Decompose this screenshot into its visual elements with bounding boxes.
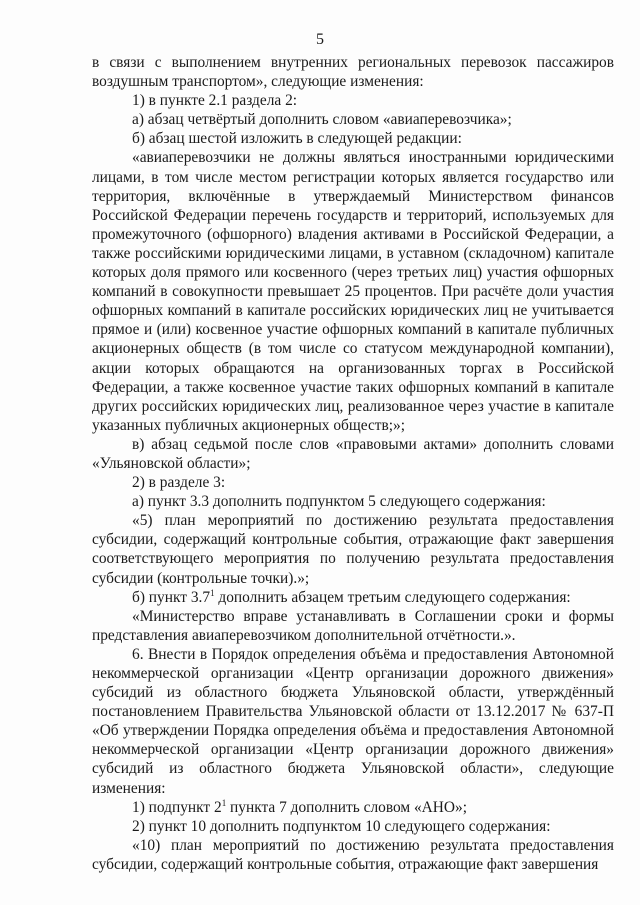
paragraph-quoted-text: «авиаперевозчики не должны являться иностранными юридическими лицами, в том числе местом регистрации которых является государство или территория, включённые в утверждаемый Министерством финансов Российской Федерации перечень государств и территорий, используемых для промежуточного (офшорного) владения активами в Российской Федерации, а также российскими юридическими лицами, в уставном (складочном) капитале которых доля прямого или косвенного (через третьих лиц) участия офшорных компаний в совокупности превышает 25 процентов. При расчёте доли участия офшорных компаний в капитале российских юридических лиц не учитывается прямое и (или) косвенное участие офшорных компаний в капитале публичных акционерных обществ (в том числе со статусом международной компании), акции которых обращаются на организованных торгах в Российской Федерации, а также косвенное участие таких офшорных компаний в капитале других российских юридических лиц, реализованное через участие в капитале указанных публичных акционерных обществ;»; (92, 149, 614, 434)
paragraph-subitem-v: в) абзац седьмой после слов «правовыми актами» дополнить словами «Ульяновской области»; (92, 435, 614, 472)
text-run: 1) подпункт 2 (132, 798, 222, 816)
paragraph-item-1: 1) в пункте 2.1 раздела 2: (132, 92, 298, 110)
text-run: б) пункт 3.7 (132, 588, 211, 606)
text-run: пункта 7 дополнить словом «АНО»; (226, 798, 467, 816)
paragraph-subitem-b: б) абзац шестой изложить в следующей редакции: (132, 130, 462, 148)
paragraph-subitem-2-point-10: 2) пункт 10 дополнить подпунктом 10 следующего содержания: (132, 817, 551, 835)
paragraph-subitem-1-ano (92, 798, 614, 817)
paragraph-item-2: 2) в разделе 3: (132, 474, 226, 492)
paragraph-quoted-item-5: «5) план мероприятий по достижению результата предоставления субсидии, содержащий контрольные события, отражающие факт завершения соответствующего мероприятия по получению результата предоставления субсидии (контрольные точки).»; (92, 512, 614, 587)
superscript: 1 (221, 797, 227, 808)
paragraph-quoted-ministry: «Министерство вправе устанавливать в Соглашении сроки и формы представления авиаперевозчиком дополнительной отчётности.». (92, 607, 614, 644)
text-run: дополнить абзацем третьим следующего содержания: (214, 588, 571, 606)
paragraph-subitem-a: а) абзац четвёртый дополнить словом «авиаперевозчика»; (132, 111, 512, 129)
paragraph-item-6: 6. Внести в Порядок определения объёма и предоставления Автономной некоммерческой организации «Центр организации дорожного движения» субсидий из областного бюджета Ульяновской области, утверждённый постановлением Правительства Ульяновской области от 13.12.2017 № 637-П «Об утверждении Порядка определения объёма и предоставления Автономной некоммерческой организации «Центр организации дорожного движения» субсидий из областного бюджета Ульяновской области», следующие изменения: (92, 645, 614, 797)
paragraph-subitem-a-3-3: а) пункт 3.3 дополнить подпунктом 5 следующего содержания: (132, 493, 546, 511)
paragraph-intro: в связи с выполнением внутренних региональных перевозок пассажиров воздушным транспортом», следующие изменения: (92, 54, 614, 91)
paragraph-quoted-item-10: «10) план мероприятий по достижению результата предоставления субсидии, содержащий контрольные события, отражающие факт завершения (92, 836, 614, 873)
document-body (92, 53, 614, 874)
page-number: 5 (316, 31, 324, 48)
paragraph-subitem-b-3-7 (92, 588, 614, 607)
superscript: 1 (210, 587, 215, 598)
